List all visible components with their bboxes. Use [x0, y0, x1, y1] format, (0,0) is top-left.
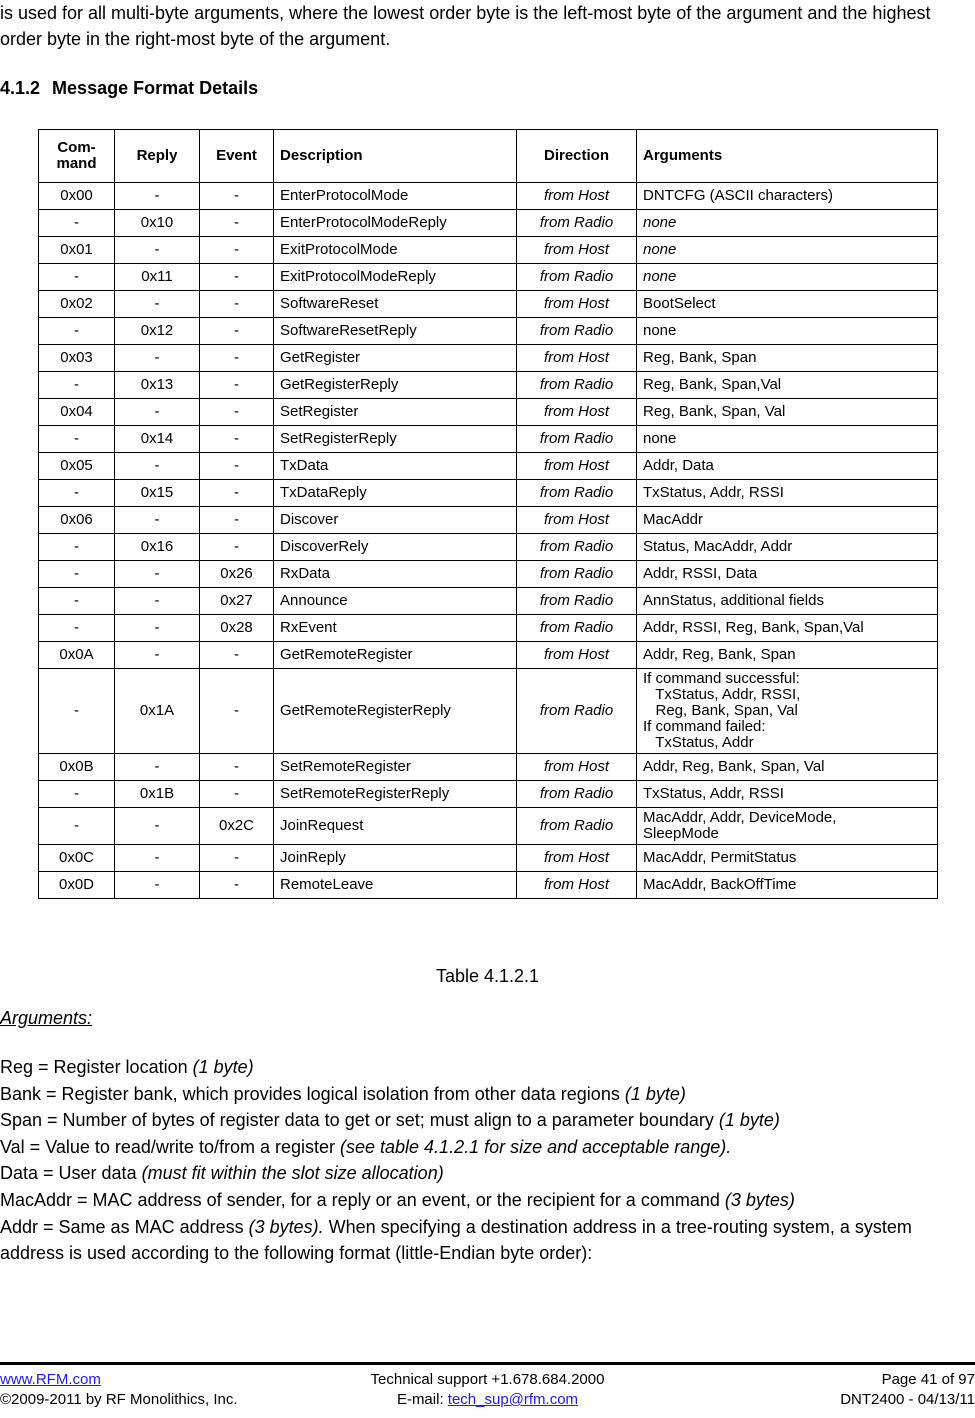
table-row	[39, 318, 938, 345]
argument-line: Reg, Bank, Span, Val	[643, 702, 798, 719]
table-row	[39, 291, 938, 318]
cell-direction: from Host	[517, 845, 637, 872]
definition-note: (1 byte)	[718, 1110, 780, 1131]
cell-direction: from Host	[517, 345, 637, 372]
page-number: Page 41 of 97	[881, 1371, 975, 1388]
table-row	[39, 399, 938, 426]
cell-direction: from Radio	[517, 372, 637, 399]
cell-reply: -	[115, 845, 200, 872]
header-command: Com-mand	[39, 130, 115, 183]
cell-description: Discover	[274, 507, 517, 534]
table-row	[39, 426, 938, 453]
footer-right	[840, 1370, 975, 1410]
cell-description: SoftwareResetReply	[274, 318, 517, 345]
cell-arguments: Addr, RSSI, Data	[637, 561, 938, 588]
cell-reply: 0x16	[115, 534, 200, 561]
document-id: DNT2400 - 04/13/11	[840, 1391, 975, 1408]
cell-reply: -	[115, 642, 200, 669]
cell-event: -	[200, 291, 274, 318]
cell-direction: from Radio	[517, 781, 637, 808]
cell-reply: 0x1B	[115, 781, 200, 808]
definition-note: (1 byte)	[624, 1083, 686, 1104]
cell-event: 0x28	[200, 615, 274, 642]
cell-event: -	[200, 345, 274, 372]
cell-command: -	[39, 210, 115, 237]
cell-description: GetRegister	[274, 345, 517, 372]
cell-description: EnterProtocolModeReply	[274, 210, 517, 237]
cell-event: -	[200, 507, 274, 534]
cell-arguments: none	[637, 318, 938, 345]
cell-command: -	[39, 318, 115, 345]
cell-direction: from Radio	[517, 561, 637, 588]
cell-command: 0x00	[39, 183, 115, 210]
cell-command: -	[39, 615, 115, 642]
table-row	[39, 872, 938, 899]
argument-line: TxStatus, Addr, RSSI,	[643, 686, 801, 703]
cell-direction: from Host	[517, 872, 637, 899]
cell-arguments: MacAddr	[637, 507, 938, 534]
cell-command: -	[39, 264, 115, 291]
cell-description: EnterProtocolMode	[274, 183, 517, 210]
cell-event: -	[200, 754, 274, 781]
table-row	[39, 845, 938, 872]
table-header-row	[39, 130, 938, 183]
argument-definition	[0, 1134, 975, 1161]
intro-paragraph: is used for all multi-byte arguments, where the lowest order byte is the left-most byte of the argument and the highest order byte in the right-most byte of the argument.	[0, 3, 931, 49]
cell-direction: from Radio	[517, 318, 637, 345]
cell-event: -	[200, 426, 274, 453]
cell-arguments: none	[637, 237, 938, 264]
cell-event: -	[200, 642, 274, 669]
argument-line: SleepMode	[643, 825, 719, 842]
cell-event: -	[200, 453, 274, 480]
cell-arguments: Addr, RSSI, Reg, Bank, Span,Val	[637, 615, 938, 642]
cell-event: -	[200, 781, 274, 808]
cell-reply: 0x12	[115, 318, 200, 345]
message-format-table	[38, 129, 938, 899]
cell-arguments	[637, 669, 938, 754]
table-caption: Table 4.1.2.1	[435, 966, 540, 986]
cell-arguments	[637, 808, 938, 845]
cell-reply: 0x1A	[115, 669, 200, 754]
header-reply: Reply	[115, 130, 200, 183]
header-event: Event	[200, 130, 274, 183]
cell-arguments: BootSelect	[637, 291, 938, 318]
cell-reply: 0x11	[115, 264, 200, 291]
cell-direction: from Radio	[517, 534, 637, 561]
cell-description: ExitProtocolMode	[274, 237, 517, 264]
cell-direction: from Host	[517, 237, 637, 264]
copyright-text: ©2009-2011 by RF Monolithics, Inc.	[0, 1391, 238, 1408]
cell-direction: from Radio	[517, 264, 637, 291]
table-row	[39, 561, 938, 588]
table-row	[39, 642, 938, 669]
argument-definition	[0, 1081, 975, 1108]
cell-event: -	[200, 183, 274, 210]
definition-text: Val = Value to read/write to/from a register	[0, 1136, 340, 1157]
cell-command: 0x04	[39, 399, 115, 426]
cell-arguments: Addr, Reg, Bank, Span, Val	[637, 754, 938, 781]
cell-reply: -	[115, 615, 200, 642]
cell-arguments: Addr, Reg, Bank, Span	[637, 642, 938, 669]
cell-event: -	[200, 534, 274, 561]
section-heading	[0, 78, 258, 99]
cell-description: GetRegisterReply	[274, 372, 517, 399]
table-body	[39, 183, 938, 899]
cell-arguments: TxStatus, Addr, RSSI	[637, 480, 938, 507]
table-row	[39, 345, 938, 372]
cell-description: JoinRequest	[274, 808, 517, 845]
definition-note: (3 bytes).	[248, 1216, 324, 1237]
cell-event: -	[200, 845, 274, 872]
cell-direction: from Host	[517, 642, 637, 669]
cell-reply: -	[115, 399, 200, 426]
definition-text: Span = Number of bytes of register data to get or set; must align to a parameter boundary	[0, 1110, 719, 1131]
cell-direction: from Radio	[517, 808, 637, 845]
cell-reply: 0x10	[115, 210, 200, 237]
argument-definition	[0, 1107, 975, 1134]
cell-event: -	[200, 237, 274, 264]
table-row	[39, 264, 938, 291]
cell-event: 0x2C	[200, 808, 274, 845]
cell-arguments: Status, MacAddr, Addr	[637, 534, 938, 561]
definition-note: (3 bytes)	[724, 1189, 795, 1210]
cell-command: 0x06	[39, 507, 115, 534]
cell-arguments: none	[637, 210, 938, 237]
cell-arguments: Addr, Data	[637, 453, 938, 480]
email-label: E-mail:	[396, 1391, 448, 1408]
cell-reply: -	[115, 808, 200, 845]
cell-event: -	[200, 372, 274, 399]
header-direction: Direction	[517, 130, 637, 183]
cell-command: 0x0B	[39, 754, 115, 781]
cell-command: -	[39, 781, 115, 808]
cell-command: -	[39, 480, 115, 507]
cell-reply: -	[115, 291, 200, 318]
table-row	[39, 781, 938, 808]
table-row	[39, 183, 938, 210]
cell-event: 0x27	[200, 588, 274, 615]
cell-direction: from Radio	[517, 615, 637, 642]
cell-direction: from Host	[517, 754, 637, 781]
definition-note: (1 byte)	[192, 1057, 254, 1077]
cell-reply: 0x15	[115, 480, 200, 507]
argument-definition	[0, 1054, 975, 1081]
arguments-title: Arguments:	[0, 1008, 93, 1028]
footer-center	[0, 1370, 975, 1410]
cell-direction: from Host	[517, 291, 637, 318]
cell-description: GetRemoteRegister	[274, 642, 517, 669]
cell-direction: from Host	[517, 399, 637, 426]
header-arguments: Arguments	[637, 130, 938, 183]
header-description: Description	[274, 130, 517, 183]
cell-event: -	[200, 480, 274, 507]
cell-description: TxData	[274, 453, 517, 480]
cell-reply: -	[115, 507, 200, 534]
cell-direction: from Radio	[517, 588, 637, 615]
definition-note: (see table 4.1.2.1 for size and acceptable range).	[340, 1136, 732, 1157]
cell-command: 0x01	[39, 237, 115, 264]
table-row	[39, 588, 938, 615]
section-number: 4.1.2	[0, 78, 41, 98]
cell-command: -	[39, 372, 115, 399]
cell-reply: -	[115, 183, 200, 210]
cell-description: ExitProtocolModeReply	[274, 264, 517, 291]
cell-direction: from Radio	[517, 210, 637, 237]
cell-reply: -	[115, 453, 200, 480]
cell-event: -	[200, 264, 274, 291]
table-row	[39, 480, 938, 507]
cell-description: TxDataReply	[274, 480, 517, 507]
cell-arguments: TxStatus, Addr, RSSI	[637, 781, 938, 808]
table-row	[39, 754, 938, 781]
argument-definition	[0, 1160, 975, 1187]
cell-arguments: Reg, Bank, Span	[637, 345, 938, 372]
argument-line: If command successful:	[643, 670, 800, 687]
cell-event: -	[200, 210, 274, 237]
cell-reply: -	[115, 237, 200, 264]
cell-direction: from Host	[517, 507, 637, 534]
argument-line: TxStatus, Addr	[643, 734, 754, 751]
definition-text: Reg = Register location	[0, 1057, 193, 1077]
cell-command: -	[39, 534, 115, 561]
cell-command: -	[39, 588, 115, 615]
cell-reply: 0x14	[115, 426, 200, 453]
cell-direction: from Host	[517, 453, 637, 480]
cell-command: 0x05	[39, 453, 115, 480]
definition-note: (must fit within the slot size allocation)	[141, 1163, 444, 1184]
cell-description: DiscoverRely	[274, 534, 517, 561]
cell-reply: -	[115, 588, 200, 615]
cell-command: -	[39, 669, 115, 754]
cell-description: GetRemoteRegisterReply	[274, 669, 517, 754]
cell-command: 0x03	[39, 345, 115, 372]
cell-arguments: none	[637, 426, 938, 453]
cell-description: SetRegisterReply	[274, 426, 517, 453]
cell-description: SetRemoteRegister	[274, 754, 517, 781]
cell-description: SetRegister	[274, 399, 517, 426]
cell-command: 0x0D	[39, 872, 115, 899]
cell-command: -	[39, 426, 115, 453]
table-row	[39, 534, 938, 561]
definition-tail: When specifying a destination address in a tree-routing system, a system address is used according to the following format (little-Endian byte order):	[0, 1216, 912, 1264]
cell-arguments: DNTCFG (ASCII characters)	[637, 183, 938, 210]
cell-command: 0x0C	[39, 845, 115, 872]
definition-text: Bank = Register bank, which provides logical isolation from other data regions	[0, 1083, 625, 1104]
definition-text: Data = User data	[0, 1163, 142, 1184]
footer-rule	[0, 1362, 975, 1365]
cell-command: 0x02	[39, 291, 115, 318]
cell-reply: -	[115, 872, 200, 899]
cell-description: SetRemoteRegisterReply	[274, 781, 517, 808]
cell-direction: from Host	[517, 183, 637, 210]
table-row	[39, 453, 938, 480]
cell-description: JoinReply	[274, 845, 517, 872]
cell-event: -	[200, 399, 274, 426]
cell-reply: -	[115, 754, 200, 781]
cell-description: RemoteLeave	[274, 872, 517, 899]
cell-description: RxEvent	[274, 615, 517, 642]
table-row	[39, 507, 938, 534]
table-row	[39, 808, 938, 845]
cell-command: 0x0A	[39, 642, 115, 669]
argument-definition	[0, 1214, 975, 1267]
argument-line: If command failed:	[643, 718, 766, 735]
section-title: Message Format Details	[52, 78, 259, 98]
cell-event: -	[200, 669, 274, 754]
cell-direction: from Radio	[517, 480, 637, 507]
table-row	[39, 669, 938, 754]
cell-arguments: AnnStatus, additional fields	[637, 588, 938, 615]
cell-command: -	[39, 808, 115, 845]
cell-description: Announce	[274, 588, 517, 615]
table-row	[39, 615, 938, 642]
cell-arguments: Reg, Bank, Span, Val	[637, 399, 938, 426]
table-row	[39, 372, 938, 399]
argument-definitions	[0, 1054, 975, 1267]
cell-description: SoftwareReset	[274, 291, 517, 318]
cell-reply: -	[115, 561, 200, 588]
argument-definition	[0, 1187, 975, 1214]
cell-direction: from Radio	[517, 669, 637, 754]
website-link[interactable]: www.RFM.com	[0, 1371, 101, 1388]
cell-event: -	[200, 872, 274, 899]
cell-arguments: MacAddr, PermitStatus	[637, 845, 938, 872]
cell-arguments: MacAddr, BackOffTime	[637, 872, 938, 899]
definition-text: Addr = Same as MAC address	[0, 1216, 249, 1237]
definition-text: MacAddr = MAC address of sender, for a reply or an event, or the recipient for a command	[0, 1189, 725, 1210]
cell-event: -	[200, 318, 274, 345]
support-phone: Technical support +1.678.684.2000	[370, 1371, 605, 1388]
cell-command: -	[39, 561, 115, 588]
cell-description: RxData	[274, 561, 517, 588]
cell-event: 0x26	[200, 561, 274, 588]
cell-direction: from Radio	[517, 426, 637, 453]
cell-reply: 0x13	[115, 372, 200, 399]
table-row	[39, 210, 938, 237]
cell-reply: -	[115, 345, 200, 372]
cell-arguments: none	[637, 264, 938, 291]
argument-line: MacAddr, Addr, DeviceMode,	[643, 809, 837, 826]
email-link[interactable]: tech_sup@rfm.com	[447, 1391, 579, 1408]
cell-arguments: Reg, Bank, Span,Val	[637, 372, 938, 399]
table-row	[39, 237, 938, 264]
